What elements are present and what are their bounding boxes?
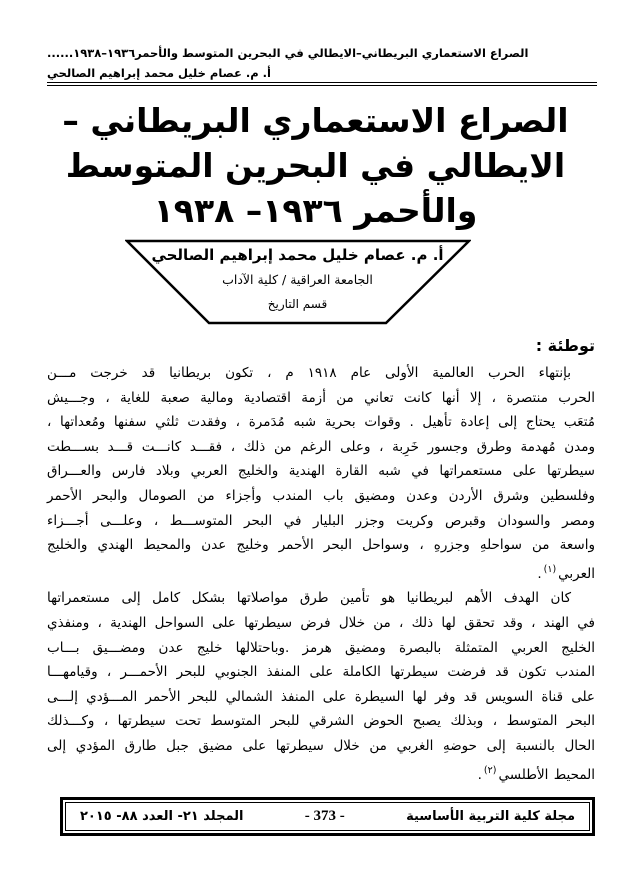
- running-header-author: أ. م. عصام خليل محمد إبراهيم الصالحي: [47, 66, 271, 80]
- body-line: على قناة السويس قد وفر لها السيطرة على المنفذ الشمالي للبحر الأحمر المـــؤدي إلـــى: [47, 688, 595, 705]
- body-line: البحر المتوسط ، وبذلك يصبح الحوض الشرقي للبحر المتوسط تحت سيطرتها ، وكـــذلك: [47, 713, 595, 730]
- author-name: أ. م. عصام خليل محمد إبراهيم الصالحي: [151, 246, 444, 264]
- body-line: مُتعَب يحتاج إلى إعادة تأهيل . وقوات بحرية شبه مُدَمرة ، وفقدت ثلثي سفنها ومُعداتها ،: [47, 414, 595, 431]
- body-line: وفلسطين وشرق الأردن وعدن ومضيق باب المندب وأجزاء من الصومال والبحر الأحمر: [47, 487, 595, 504]
- body-line-tail: .: [477, 766, 482, 783]
- article-title-line-2: الايطالي في البحرين المتوسط: [65, 146, 566, 185]
- footnote-marker-2: (٢): [483, 764, 497, 776]
- page-number: - 373 -: [304, 808, 345, 824]
- body-line-text: العربي: [558, 565, 595, 582]
- body-line: ومصر والسودان وقبرص وكريت وجزر البليار في البحر المتوســـط ، وعلـــى أجـــزاء: [47, 512, 595, 529]
- article-title: [20, 98, 611, 233]
- body-line: واسعة من سواحلهِ وجزرهِ ، وسواحل البحر الأحمر وخليج عدن والمحيط الهندي والخليج: [47, 537, 595, 554]
- author-box: [125, 239, 471, 325]
- section-heading: توطئة :: [535, 336, 595, 355]
- article-title-line-1: الصراع الاستعماري البريطاني –: [62, 101, 569, 140]
- body-line: [47, 759, 595, 788]
- volume-issue-year: المجلد ٢١- العدد ٨٨- ٢٠١٥: [80, 809, 244, 824]
- author-affiliation: الجامعة العراقية / كلية الآداب: [222, 272, 373, 287]
- paragraph-1: [47, 361, 595, 586]
- journal-name: مجلة كلية التربية الأساسية: [406, 809, 575, 824]
- body-line: ومدن مُهدمة وطرق وجسور خَرِبة ، وعلى الرغم من ذلك ، فقـــد كانـــت قـــد بســـطت: [47, 438, 595, 455]
- running-header-title: الصراع الاستعماري البريطاني–الايطالي في البحرين المتوسط والأحمر١٩٣٦–١٩٣٨......: [47, 46, 529, 60]
- body-line: في الهند ، وقد تحقق لها ذلك ، من خلال فرض سيطرتها على السواحل الهندية ، ومنفذي: [47, 614, 595, 631]
- running-header-author-row: [47, 65, 597, 86]
- footer-box: [60, 797, 595, 836]
- article-body: [0, 331, 631, 787]
- body-line: كان الهدف الأهم لبريطانيا هو تأمين طرق مواصلاتها بشكل كامل إلى مستعمراتها: [47, 590, 571, 607]
- author-department: قسم التاريخ: [267, 297, 328, 311]
- body-line-text: المحيط الأطلسي: [498, 766, 595, 783]
- body-line: سيطرتها على مستعمراتها في شبه القارة الهندية والخليج العربي وبلاد فارس والعـــراق: [47, 463, 595, 480]
- paragraph-2: [47, 586, 595, 787]
- article-title-line-3: والأحمر ١٩٣٦– ١٩٣٨: [153, 191, 478, 230]
- footer-inner: [65, 802, 590, 831]
- author-box-text: [125, 243, 471, 315]
- body-line: الخليج العربي المتمثلة بالبصرة ومضيق هرمز .وباحتلالها خليج عدن ومضـــيق بـــاب: [47, 639, 595, 656]
- running-header: [0, 0, 631, 86]
- body-line-tail: .: [537, 565, 542, 582]
- body-line: بإنتهاء الحرب العالمية الأولى عام ١٩١٨ م ، تكون بريطانيا قد خرجت مـــن: [47, 365, 571, 381]
- footnote-marker-1: (١): [543, 563, 557, 575]
- body-line: الحال بالنسبة إلى حوضهِ الغربي من خلال سيطرتها على مضيق جبل طارق المؤدي إلى: [47, 737, 595, 754]
- body-line: الحرب منتصرة ، إلا أنها كانت تعاني من أزمة اقتصادية ومالية صعبة للغاية ، وجـــيش: [47, 389, 595, 406]
- body-line: [47, 558, 595, 587]
- body-line: المندب تكون قد فرضت سيطرتها الكاملة على المنفذ الجنوبي للبحر الأحمـــر ، وقيامهـــا: [47, 664, 595, 681]
